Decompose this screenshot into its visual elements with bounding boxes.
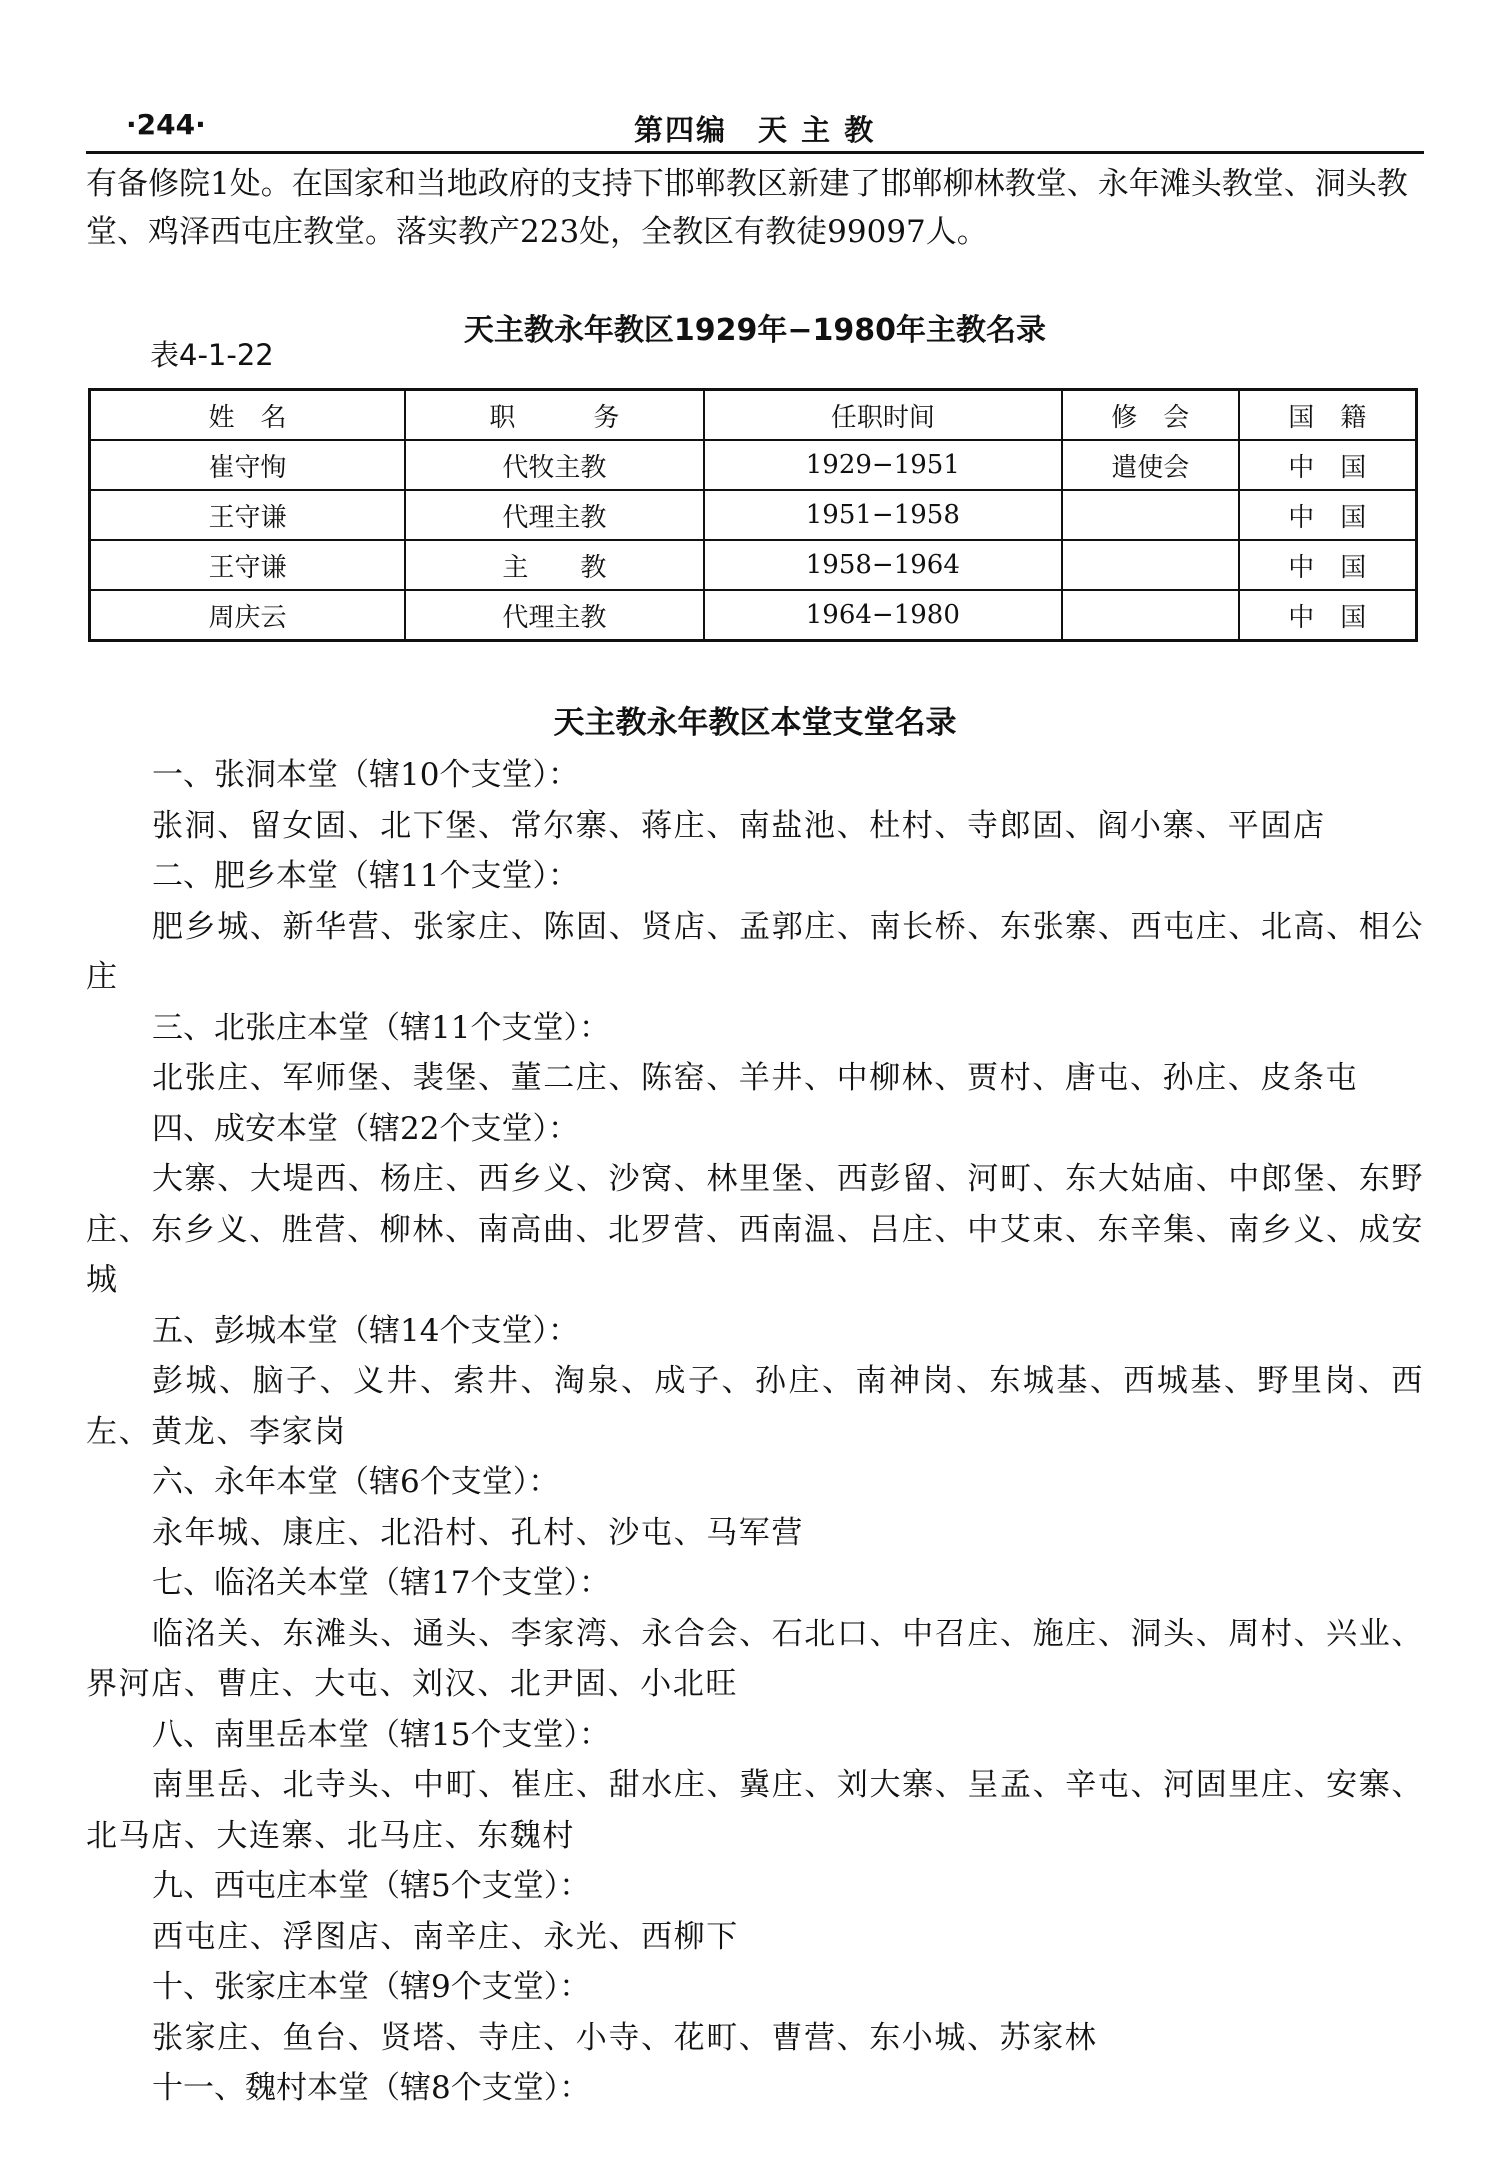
cell-nationality: 中 国 xyxy=(1239,540,1417,590)
group-heading: 三、北张庄本堂（辖11个支堂）： xyxy=(152,1009,610,1046)
group-members: 西屯庄、浮图店、南辛庄、永光、西柳下 xyxy=(152,1918,739,1955)
group-members: 彭城、脑子、义井、索井、淘泉、成子、孙庄、南神岗、东城基、西城基、野里岗、西左、黄龙、李家岗 xyxy=(86,1363,1424,1450)
group-members: 北张庄、军师堡、裴堡、董二庄、陈窑、羊井、中柳林、贾村、唐屯、孙庄、皮条屯 xyxy=(152,1060,1359,1096)
table-label: 表4-1-22 xyxy=(150,338,274,372)
group-members: 临洺关、东滩头、通头、李家湾、永合会、石北口、中召庄、施庄、洞头、周村、兴业、界河店、曹庄、大屯、刘汉、北尹固、小北旺 xyxy=(86,1615,1424,1702)
table-row xyxy=(90,540,1417,590)
cell-term: 1964−1980 xyxy=(704,590,1062,641)
cell-nationality: 中 国 xyxy=(1239,490,1417,540)
page-number: ·244· xyxy=(126,108,206,141)
table-row xyxy=(90,440,1417,490)
cell-position: 主 教 xyxy=(405,540,704,590)
group-heading: 十一、魏村本堂（辖8个支堂）： xyxy=(152,2070,591,2106)
group-heading: 二、肥乡本堂（辖11个支堂）： xyxy=(152,858,579,894)
group-members: 张家庄、鱼台、贤塔、寺庄、小寺、花町、曹营、东小城、苏家林 xyxy=(152,2019,1098,2056)
cell-order xyxy=(1062,490,1239,540)
church-list xyxy=(86,750,1424,2114)
column-header: 职 务 xyxy=(405,390,704,441)
group-heading: 六、永年本堂（辖6个支堂）： xyxy=(152,1464,560,1500)
cell-position: 代理主教 xyxy=(405,490,704,540)
group-heading: 七、临洺关本堂（辖17个支堂）： xyxy=(152,1565,610,1601)
column-header: 任职时间 xyxy=(704,390,1062,441)
group-members: 南里岳、北寺头、中町、崔庄、甜水庄、冀庄、刘大寨、呈孟、辛屯、河固里庄、安寨、北马店、大连寨、北马庄、东魏村 xyxy=(86,1767,1424,1854)
cell-order xyxy=(1062,590,1239,641)
intro-paragraph xyxy=(86,160,1424,256)
group-heading: 四、成安本堂（辖22个支堂）： xyxy=(152,1110,579,1147)
cell-term: 1929−1951 xyxy=(704,440,1062,490)
table-header-row xyxy=(90,390,1417,441)
cell-nationality: 中 国 xyxy=(1239,440,1417,490)
section-title: 第四编 天 主 教 xyxy=(634,113,876,147)
column-header: 国 籍 xyxy=(1239,390,1417,441)
running-header xyxy=(86,100,1422,150)
header-rule xyxy=(86,151,1424,154)
cell-position: 代理主教 xyxy=(405,590,704,641)
cell-term: 1958−1964 xyxy=(704,540,1062,590)
group-heading: 八、南里岳本堂（辖15个支堂）： xyxy=(152,1716,610,1753)
group-members: 肥乡城、新华营、张家庄、陈固、贤店、孟郭庄、南长桥、东张寨、西屯庄、北高、相公庄 xyxy=(86,908,1424,995)
column-header: 姓 名 xyxy=(90,390,406,441)
table-row xyxy=(90,590,1417,641)
group-members: 大寨、大堤西、杨庄、西乡义、沙窝、林里堡、西彭留、河町、东大姑庙、中郎堡、东野庄、东乡义、胜营、柳林、南高曲、北罗营、西南温、吕庄、中艾束、东辛集、南乡义、成安城 xyxy=(86,1161,1424,1298)
group-members: 张洞、留女固、北下堡、常尔寨、蒋庄、南盐池、杜村、寺郎固、阎小寨、平固店 xyxy=(152,807,1326,844)
group-members: 永年城、康庄、北沿村、孔村、沙屯、马军营 xyxy=(152,1514,804,1551)
cell-name: 崔守恂 xyxy=(90,440,406,490)
group-heading: 十、张家庄本堂（辖9个支堂）： xyxy=(152,1969,591,2005)
group-heading: 五、彭城本堂（辖14个支堂）： xyxy=(152,1312,579,1349)
cell-name: 周庆云 xyxy=(90,590,406,641)
cell-position: 代牧主教 xyxy=(405,440,704,490)
column-header: 修 会 xyxy=(1062,390,1239,441)
group-heading: 九、西屯庄本堂（辖5个支堂）： xyxy=(152,1868,591,1904)
cell-order xyxy=(1062,540,1239,590)
group-heading: 一、张洞本堂（辖10个支堂）： xyxy=(152,757,579,793)
cell-term: 1951−1958 xyxy=(704,490,1062,540)
bishops-table xyxy=(88,388,1418,642)
church-list-title: 天主教永年教区本堂支堂名录 xyxy=(553,705,957,741)
table-row xyxy=(90,490,1417,540)
intro-text: 有备修院1处。在国家和当地政府的支持下邯郸教区新建了邯郸柳林教堂、永年滩头教堂、洞头教堂、鸡泽西屯庄教堂。落实教产223处，全教区有教徒99097人。 xyxy=(86,166,1408,250)
cell-order: 遣使会 xyxy=(1062,440,1239,490)
cell-nationality: 中 国 xyxy=(1239,590,1417,641)
cell-name: 王守谦 xyxy=(90,540,406,590)
cell-name: 王守谦 xyxy=(90,490,406,540)
table-title: 天主教永年教区1929年−1980年主教名录 xyxy=(463,313,1047,348)
